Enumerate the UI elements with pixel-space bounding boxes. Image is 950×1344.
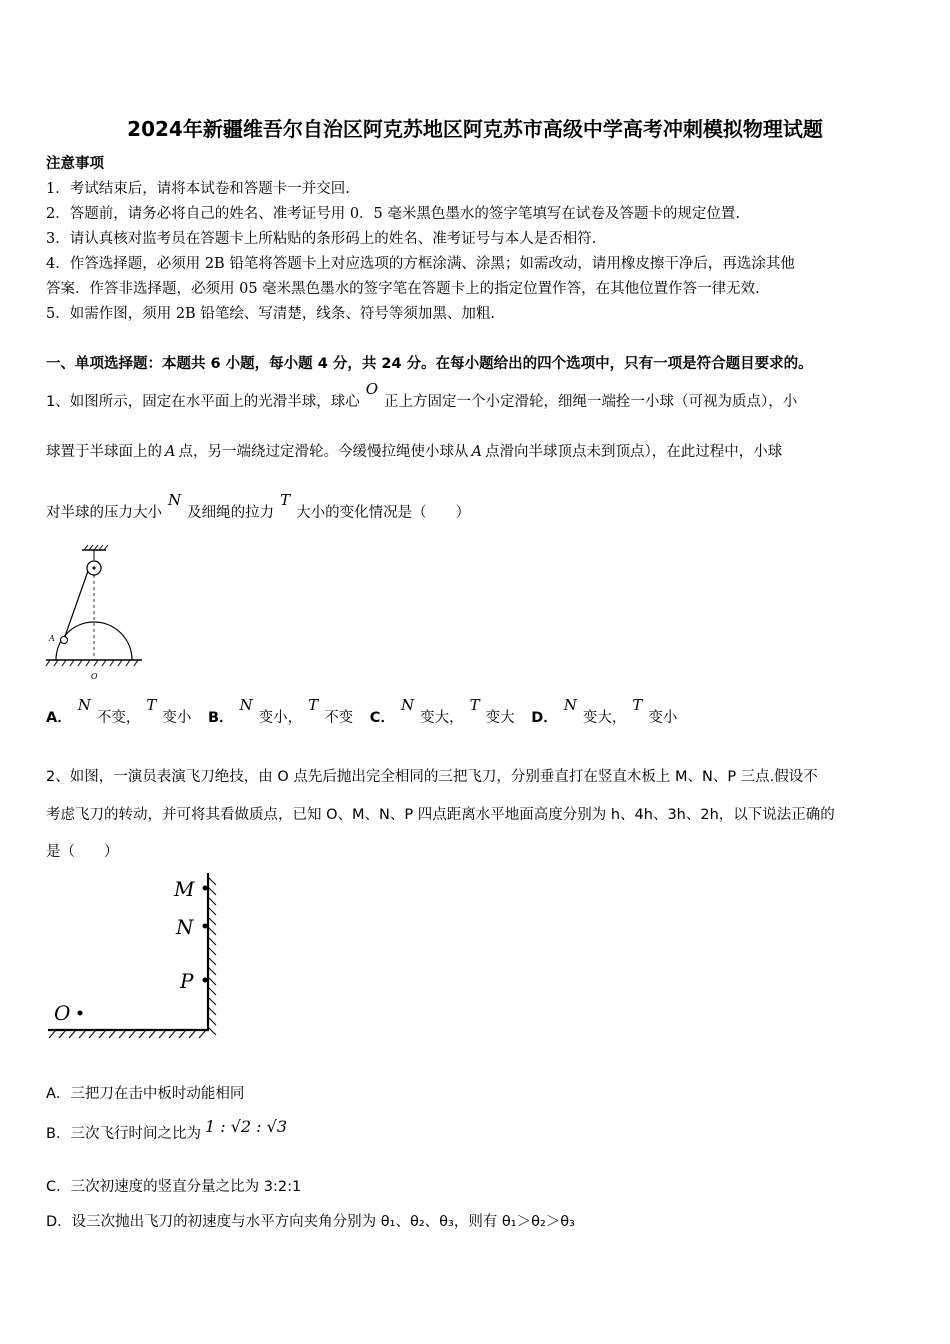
- option-d[interactable]: D．设三次抛出飞刀的初速度与水平方向夹角分别为 θ₁、θ₂、θ₃，则有 θ₁＞θ₂＞θ₃: [46, 1214, 575, 1230]
- q2-line-3: 是（ ）: [46, 844, 119, 860]
- symbol-N: N: [400, 696, 415, 714]
- option-d[interactable]: [531, 696, 678, 726]
- option-c[interactable]: C．三次初速度的竖直分量之比为 3:2:1: [46, 1179, 302, 1195]
- symbol-T: T: [632, 696, 643, 714]
- q1-text: 及细绳的拉力: [187, 505, 275, 521]
- option-text: 变大，: [582, 710, 627, 726]
- fig-label-M: M: [174, 877, 195, 901]
- fig-label-P: P: [180, 969, 194, 993]
- symbol-T: T: [469, 696, 480, 714]
- symbol-O: O: [365, 380, 379, 398]
- q1-line-1: [46, 380, 798, 411]
- fig-label-O: O: [91, 672, 98, 681]
- option-text: 变大，: [420, 710, 464, 726]
- symbol-N: N: [563, 696, 577, 714]
- option-text: B．三次飞行时间之比为: [46, 1126, 201, 1142]
- symbol-T: T: [280, 491, 291, 509]
- q2-line-2: 考虑飞刀的转动，并可将其看做质点，已知 O、M、N、P 四点距离水平地面高度分别为 h、4h、3h、2h，以下说法正确的: [46, 807, 835, 823]
- notice-item: 3．请认真核对监考员在答题卡上所粘贴的条形码上的姓名、准考证号与本人是否相符.: [46, 231, 597, 247]
- section-heading: 一、单项选择题：本题共 6 小题，每小题 4 分，共 24 分。在每小题给出的四个选项中，只有一项是符合题目要求的。: [46, 356, 813, 372]
- option-letter: C．: [369, 710, 395, 726]
- option-a[interactable]: [46, 696, 196, 726]
- notice-item: 1．考试结束后，请将本试卷和答题卡一并交回.: [46, 181, 350, 197]
- fig-label-N: N: [176, 915, 194, 939]
- option-letter: A．: [46, 710, 72, 726]
- option-text: 变小: [648, 710, 678, 726]
- q1-line-2: [46, 440, 782, 461]
- symbol-T: T: [146, 696, 157, 714]
- notice-item: 2．答题前，请务必将自己的姓名、准考证号用 0．5 毫米黑色墨水的签字笔填写在试卷及答题卡的规定位置.: [46, 206, 740, 222]
- option-text: 变小，: [258, 710, 303, 726]
- symbol-N: N: [77, 696, 91, 714]
- notice-item: 5．如需作图，须用 2B 铅笔绘、写清楚，线条、符号等须加黑、加粗.: [46, 306, 495, 322]
- option-a[interactable]: A．三把刀在击中板时动能相同: [46, 1086, 245, 1102]
- q1-options: [46, 696, 678, 727]
- flying-knife-figure: [44, 865, 234, 1055]
- symbol-N: N: [168, 491, 182, 509]
- symbol-N: N: [239, 696, 253, 714]
- option-b[interactable]: [46, 1117, 288, 1143]
- hemisphere-pulley-figure: [44, 540, 154, 685]
- q1-text: 大小的变化情况是（ ）: [296, 505, 471, 521]
- q1-line-3: [46, 491, 471, 522]
- symbol-T: T: [308, 696, 319, 714]
- symbol-A: A: [471, 444, 482, 460]
- fig-label-O: O: [54, 1001, 71, 1025]
- q1-text: 点滑向半球顶点未到顶点），在此过程中，小球: [484, 444, 783, 460]
- q1-text: 球置于半球面上的: [46, 444, 162, 460]
- option-text: 变小: [162, 710, 192, 726]
- notice-heading: 注意事项: [46, 156, 104, 172]
- ratio-expression: 1 : √2 : √3: [204, 1117, 288, 1136]
- q1-text: 正上方固定一个小定滑轮，细绳一端拴一小球（可视为质点），小: [384, 394, 798, 410]
- notice-item: 4．作答选择题，必须用 2B 铅笔将答题卡上对应选项的方框涂满、涂黑；如需改动，请用橡皮擦干净后，再选涂其他: [46, 256, 795, 272]
- q1-text: 1、如图所示，固定在水平面上的光滑半球，球心: [46, 394, 360, 410]
- option-letter: D．: [531, 710, 558, 726]
- option-c[interactable]: [369, 696, 519, 726]
- page-title: 2024年新疆维吾尔自治区阿克苏地区阿克苏市高级中学高考冲刺模拟物理试题: [127, 117, 823, 141]
- notice-item: 答案．作答非选择题，必须用 05 毫米黑色墨水的签字笔在答题卡上的指定位置作答，在其他位置作答一律无效.: [46, 281, 760, 297]
- option-text: 不变，: [96, 710, 141, 726]
- option-text: 不变: [324, 710, 354, 726]
- option-b[interactable]: [207, 696, 358, 726]
- q2-line-1: 2、如图，一演员表演飞刀绝技，由 O 点先后抛出完全相同的三把飞刀，分别垂直打在竖直木板上 M、N、P 三点.假设不: [46, 769, 818, 785]
- q1-text: 对半球的压力大小: [46, 505, 162, 521]
- symbol-A: A: [165, 444, 176, 460]
- q1-text: 点，另一端绕过定滑轮。今缓慢拉绳使小球从: [178, 444, 469, 460]
- option-letter: B．: [207, 710, 234, 726]
- fig-label-A: A: [49, 634, 55, 643]
- option-text: 变大: [485, 710, 515, 726]
